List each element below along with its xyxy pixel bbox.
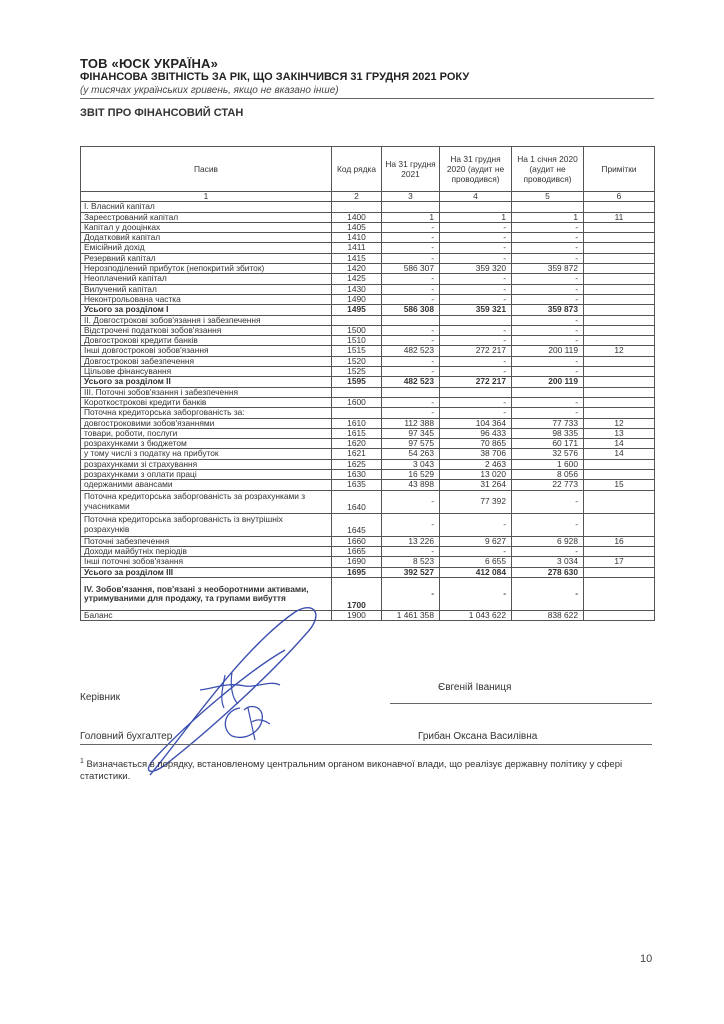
value-2021 [382, 387, 440, 397]
value-2020: 1 043 622 [440, 610, 512, 620]
row-note [584, 243, 655, 253]
row-label: розрахунками з бюджетом [81, 439, 332, 449]
value-2021: 1 461 358 [382, 610, 440, 620]
value-2020: 272 217 [440, 346, 512, 356]
row-code [332, 315, 382, 325]
row-note [584, 233, 655, 243]
value-2021 [382, 315, 440, 325]
row-code: 1420 [332, 264, 382, 274]
table-row [81, 253, 655, 263]
value-2020 [440, 315, 512, 325]
row-note [584, 356, 655, 366]
row-label: Поточна кредиторська заборгованість із внутрішніх розрахунків [81, 513, 332, 536]
row-label: у тому числі з податку на прибуток [81, 449, 332, 459]
row-code: 1415 [332, 253, 382, 263]
value-jan-2020: - [512, 274, 584, 284]
row-code: 1405 [332, 222, 382, 232]
value-2020: 70 865 [440, 439, 512, 449]
row-code: 1620 [332, 439, 382, 449]
value-2020: 96 433 [440, 428, 512, 438]
company-name: ТОВ «ЮСК УКРАЇНА» [80, 56, 219, 71]
row-code: 1635 [332, 480, 382, 490]
value-jan-2020: 278 630 [512, 567, 584, 577]
value-2020: 13 020 [440, 470, 512, 480]
table-row [81, 284, 655, 294]
table-row [81, 459, 655, 469]
col-index: 1 [81, 192, 332, 202]
row-note [584, 222, 655, 232]
row-label: Баланс [81, 610, 332, 620]
row-label: І. Власний капітал [81, 202, 332, 212]
row-note: 13 [584, 428, 655, 438]
row-label: Усього за розділом III [81, 567, 332, 577]
row-label: Додатковий капітал [81, 233, 332, 243]
row-code: 1495 [332, 305, 382, 315]
row-label: товари, роботи, послуги [81, 428, 332, 438]
col-index: 4 [440, 192, 512, 202]
table-row [81, 387, 655, 397]
value-2020: - [440, 253, 512, 263]
row-code: 1660 [332, 536, 382, 546]
value-2020: - [440, 274, 512, 284]
row-note: 14 [584, 439, 655, 449]
value-2020: - [440, 233, 512, 243]
value-2021: - [382, 222, 440, 232]
row-label: Резервний капітал [81, 253, 332, 263]
row-code: 1625 [332, 459, 382, 469]
table-row [81, 264, 655, 274]
row-code: 1630 [332, 470, 382, 480]
value-2020: 9 627 [440, 536, 512, 546]
row-code: 1695 [332, 567, 382, 577]
value-jan-2020 [512, 387, 584, 397]
table-row [81, 346, 655, 356]
row-code: 1610 [332, 418, 382, 428]
row-label: розрахунками з оплати праці [81, 470, 332, 480]
table-row [81, 202, 655, 212]
col-header-code: Код рядка [332, 147, 382, 192]
value-jan-2020: 60 171 [512, 439, 584, 449]
value-2021: - [382, 490, 440, 513]
col-index: 3 [382, 192, 440, 202]
row-note [584, 294, 655, 304]
table-row [81, 356, 655, 366]
row-code: 1430 [332, 284, 382, 294]
value-2020: - [440, 408, 512, 418]
row-note: 15 [584, 480, 655, 490]
row-code: 1500 [332, 325, 382, 335]
value-2021: 586 308 [382, 305, 440, 315]
value-2020: - [440, 243, 512, 253]
row-code: 1690 [332, 557, 382, 567]
value-2021: 3 043 [382, 459, 440, 469]
row-code: 1411 [332, 243, 382, 253]
row-note [584, 264, 655, 274]
table-row [81, 567, 655, 577]
value-jan-2020: 359 873 [512, 305, 584, 315]
row-note: 11 [584, 212, 655, 222]
table-row [81, 536, 655, 546]
value-2020: 2 463 [440, 459, 512, 469]
table-row [81, 377, 655, 387]
value-2020 [440, 202, 512, 212]
row-note [584, 336, 655, 346]
value-jan-2020: 359 872 [512, 264, 584, 274]
value-2020: - [440, 513, 512, 536]
table-row [81, 480, 655, 490]
value-jan-2020: 22 773 [512, 480, 584, 490]
value-jan-2020: - [512, 325, 584, 335]
value-2020: - [440, 325, 512, 335]
table-row [81, 367, 655, 377]
column-index-row [81, 192, 655, 202]
row-code: 1640 [332, 490, 382, 513]
value-2020: - [440, 336, 512, 346]
value-2021: 482 523 [382, 346, 440, 356]
row-code: 1621 [332, 449, 382, 459]
row-note [584, 305, 655, 315]
value-2020: - [440, 294, 512, 304]
row-note [584, 367, 655, 377]
value-2021: 8 523 [382, 557, 440, 567]
value-2021: 13 226 [382, 536, 440, 546]
value-2021: - [382, 356, 440, 366]
value-jan-2020: - [512, 284, 584, 294]
row-code [332, 408, 382, 418]
accountant-name: Грибан Оксана Василівна [418, 731, 538, 742]
row-note [584, 253, 655, 263]
director-role-label: Керівник [80, 692, 120, 703]
value-2020: - [440, 222, 512, 232]
row-code: 1645 [332, 513, 382, 536]
value-2020: 6 655 [440, 557, 512, 567]
row-note: 12 [584, 418, 655, 428]
value-2021: - [382, 367, 440, 377]
report-subtitle: ФІНАНСОВА ЗВІТНІСТЬ ЗА РІК, ЩО ЗАКІНЧИВСЯ 31 ГРУДНЯ 2021 РОКУ [80, 71, 470, 83]
value-jan-2020: - [512, 336, 584, 346]
value-2020: 77 392 [440, 490, 512, 513]
table-row [81, 557, 655, 567]
row-code: 1900 [332, 610, 382, 620]
table-row [81, 294, 655, 304]
row-label: Довгострокові кредити банків [81, 336, 332, 346]
value-2021: - [382, 284, 440, 294]
table-row [81, 408, 655, 418]
value-2021: 16 529 [382, 470, 440, 480]
table-row [81, 449, 655, 459]
value-jan-2020: - [512, 253, 584, 263]
value-2020: 104 364 [440, 418, 512, 428]
table-row [81, 274, 655, 284]
row-label: одержаними авансами [81, 480, 332, 490]
col-index: 5 [512, 192, 584, 202]
value-2021: - [382, 243, 440, 253]
row-code: 1595 [332, 377, 382, 387]
row-label: III. Поточні зобов'язання і забезпечення [81, 387, 332, 397]
value-2021: 54 263 [382, 449, 440, 459]
value-2021: - [382, 397, 440, 407]
value-jan-2020 [512, 202, 584, 212]
row-label: Цільове фінансування [81, 367, 332, 377]
row-note [584, 610, 655, 620]
table-row [81, 490, 655, 513]
col-header-jan-2020: На 1 січня 2020 (аудит не проводився) [512, 147, 584, 192]
value-jan-2020: - [512, 408, 584, 418]
table-row [81, 418, 655, 428]
value-2020: 38 706 [440, 449, 512, 459]
value-2020: - [440, 284, 512, 294]
page-number: 10 [640, 953, 653, 965]
row-code: 1510 [332, 336, 382, 346]
value-2021: 482 523 [382, 377, 440, 387]
value-jan-2020: 1 600 [512, 459, 584, 469]
value-2021: - [382, 253, 440, 263]
row-code: 1615 [332, 428, 382, 438]
value-jan-2020: - [512, 397, 584, 407]
table-row [81, 546, 655, 556]
value-2021: - [382, 513, 440, 536]
row-note [584, 459, 655, 469]
value-2021: 586 307 [382, 264, 440, 274]
table-row [81, 397, 655, 407]
value-jan-2020: - [512, 577, 584, 610]
value-2021: - [382, 546, 440, 556]
row-note [584, 325, 655, 335]
units-note: (у тисячах українських гривень, якщо не вказано інше) [80, 85, 339, 96]
row-note [584, 202, 655, 212]
value-jan-2020: 838 622 [512, 610, 584, 620]
row-label: Поточна кредиторська заборгованість за: [81, 408, 332, 418]
row-label: Короткострокові кредити банків [81, 397, 332, 407]
value-2021: 392 527 [382, 567, 440, 577]
row-label: Довгострокові забезпечення [81, 356, 332, 366]
value-jan-2020: - [512, 546, 584, 556]
value-2021: - [382, 577, 440, 610]
value-2021: 97 345 [382, 428, 440, 438]
accountant-role-label: Головний бухгалтер [80, 731, 173, 742]
value-2021: - [382, 325, 440, 335]
row-code: 1490 [332, 294, 382, 304]
value-2020: - [440, 367, 512, 377]
row-label: Нерозподілений прибуток (непокритий збиток) [81, 264, 332, 274]
value-jan-2020: 200 119 [512, 377, 584, 387]
row-code [332, 387, 382, 397]
value-jan-2020: 8 056 [512, 470, 584, 480]
table-row [81, 222, 655, 232]
table-row [81, 470, 655, 480]
value-2020: 31 264 [440, 480, 512, 490]
footnote-text: Визначається в порядку, встановленому центральним органом виконавчої влади, що реалізує державну політику у сфері статистики. [80, 759, 623, 783]
row-label: Відстрочені податкові зобов'язання [81, 325, 332, 335]
row-label: IV. Зобов'язання, пов'язані з необоротними активами, утримуваними для продажу, та групами вибуття [81, 577, 332, 610]
section-title: ЗВІТ ПРО ФІНАНСОВИЙ СТАН [80, 107, 244, 119]
value-jan-2020: 1 [512, 212, 584, 222]
table-header-row [81, 147, 655, 192]
row-note [584, 377, 655, 387]
row-note [584, 567, 655, 577]
row-note [584, 490, 655, 513]
row-note: 12 [584, 346, 655, 356]
row-note: 17 [584, 557, 655, 567]
value-2020: 272 217 [440, 377, 512, 387]
col-header-liabilities: Пасив [81, 147, 332, 192]
value-2021: 1 [382, 212, 440, 222]
value-2021 [382, 202, 440, 212]
value-2020: 1 [440, 212, 512, 222]
row-code: 1400 [332, 212, 382, 222]
value-jan-2020: 6 928 [512, 536, 584, 546]
row-label: Усього за розділом I [81, 305, 332, 315]
row-label: II. Довгострокові зобов'язання і забезпечення [81, 315, 332, 325]
footnote-mark: 1 [80, 758, 84, 765]
value-jan-2020: 77 733 [512, 418, 584, 428]
value-2021: - [382, 274, 440, 284]
row-label: Поточні забезпечення [81, 536, 332, 546]
row-label: Поточна кредиторська заборгованість за розрахунками з учасниками [81, 490, 332, 513]
value-2020: - [440, 356, 512, 366]
row-label: Інші поточні зобов'язання [81, 557, 332, 567]
footnote [80, 756, 656, 783]
table-row [81, 243, 655, 253]
table-row [81, 305, 655, 315]
row-note [584, 387, 655, 397]
row-note [584, 513, 655, 536]
value-jan-2020: 32 576 [512, 449, 584, 459]
row-label: Неоплачений капітал [81, 274, 332, 284]
row-note [584, 397, 655, 407]
row-label: Капітал у дооцінках [81, 222, 332, 232]
row-note [584, 315, 655, 325]
value-2021: 112 388 [382, 418, 440, 428]
row-code [332, 202, 382, 212]
row-code: 1665 [332, 546, 382, 556]
value-jan-2020: 98 335 [512, 428, 584, 438]
accountant-signature-line [80, 744, 652, 745]
row-note: 16 [584, 536, 655, 546]
row-label: Усього за розділом II [81, 377, 332, 387]
table-row [81, 428, 655, 438]
value-2020: - [440, 546, 512, 556]
row-code: 1520 [332, 356, 382, 366]
col-index: 6 [584, 192, 655, 202]
table-row [81, 513, 655, 536]
table-row [81, 325, 655, 335]
value-jan-2020: - [512, 222, 584, 232]
row-note [584, 408, 655, 418]
value-jan-2020: 200 119 [512, 346, 584, 356]
row-label: Зареєстрований капітал [81, 212, 332, 222]
value-jan-2020: - [512, 294, 584, 304]
table-row [81, 336, 655, 346]
value-2021: 43 898 [382, 480, 440, 490]
row-code: 1700 [332, 577, 382, 610]
value-jan-2020: - [512, 356, 584, 366]
col-header-2021: На 31 грудня 2021 [382, 147, 440, 192]
director-signature-line [390, 703, 652, 704]
table-row [81, 212, 655, 222]
value-2020: 359 320 [440, 264, 512, 274]
director-name: Євгеній Іваниця [438, 682, 512, 693]
value-jan-2020: - [512, 367, 584, 377]
row-label: розрахунками зі страхування [81, 459, 332, 469]
table-row [81, 439, 655, 449]
row-label: Інші довгострокові зобов'язання [81, 346, 332, 356]
table-row [81, 315, 655, 325]
header-rule [80, 98, 654, 99]
value-jan-2020: - [512, 513, 584, 536]
table-row [81, 233, 655, 243]
value-jan-2020: - [512, 233, 584, 243]
row-label: довгостроковими зобов'язаннями [81, 418, 332, 428]
balance-table [80, 146, 655, 621]
row-note [584, 284, 655, 294]
row-note [584, 546, 655, 556]
row-note [584, 577, 655, 610]
value-jan-2020: - [512, 243, 584, 253]
value-2021: - [382, 233, 440, 243]
col-index: 2 [332, 192, 382, 202]
row-code: 1525 [332, 367, 382, 377]
col-header-2020: На 31 грудня 2020 (аудит не проводився) [440, 147, 512, 192]
value-2021: - [382, 408, 440, 418]
value-jan-2020: - [512, 315, 584, 325]
row-label: Емісійний дохід [81, 243, 332, 253]
value-2020: - [440, 577, 512, 610]
value-jan-2020: 3 034 [512, 557, 584, 567]
row-code: 1425 [332, 274, 382, 284]
row-note [584, 274, 655, 284]
value-2020: 412 084 [440, 567, 512, 577]
value-jan-2020: - [512, 490, 584, 513]
row-note [584, 470, 655, 480]
value-2021: 97 575 [382, 439, 440, 449]
row-note: 14 [584, 449, 655, 459]
row-code: 1410 [332, 233, 382, 243]
value-2021: - [382, 294, 440, 304]
row-code: 1515 [332, 346, 382, 356]
value-2021: - [382, 336, 440, 346]
value-2020 [440, 387, 512, 397]
row-label: Доходи майбутніх періодів [81, 546, 332, 556]
value-2020: 359 321 [440, 305, 512, 315]
col-header-notes: Примітки [584, 147, 655, 192]
value-2020: - [440, 397, 512, 407]
row-code: 1600 [332, 397, 382, 407]
row-label: Неконтрольована частка [81, 294, 332, 304]
row-label: Вилучений капітал [81, 284, 332, 294]
